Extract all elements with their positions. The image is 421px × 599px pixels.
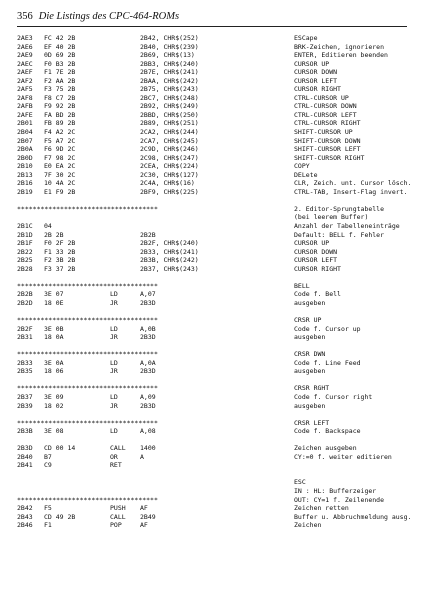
listing-line	[17, 461, 409, 470]
listing-line	[17, 171, 409, 180]
listing-bytes: 0D 69 2B	[44, 51, 76, 60]
listing-bytes: 2B 2B	[44, 230, 64, 239]
listing-operand: A	[140, 452, 144, 461]
listing-line	[17, 68, 409, 77]
listing-bytes: E0 EA 2C	[44, 162, 76, 171]
listing-address: 2AEF	[17, 68, 33, 77]
listing-comment: Zeichen	[294, 521, 322, 530]
listing-bytes: FC 42 2B	[44, 34, 76, 42]
listing-line	[17, 111, 409, 120]
page-header	[17, 11, 407, 25]
listing-line	[17, 359, 409, 368]
listing-opcode: JR	[110, 298, 118, 307]
listing-comment: Zeichen ausgeben	[294, 444, 357, 453]
listing-comment: ausgeben	[294, 333, 326, 342]
listing-line	[17, 51, 409, 60]
listing-opcode: POP	[110, 521, 122, 530]
listing-operand: 2B75, CHR$(243)	[140, 85, 199, 94]
listing-address: 2B01	[17, 119, 33, 128]
listing-bytes: 3E 09	[44, 392, 64, 401]
listing-line	[17, 478, 409, 487]
listing-address: 2B35	[17, 367, 33, 376]
listing-line	[17, 43, 409, 52]
listing-line	[17, 290, 409, 299]
listing-line	[17, 162, 409, 171]
listing-bytes: F7 98 2C	[44, 153, 76, 162]
listing-address: ************************************	[17, 350, 158, 359]
listing-opcode: CALL	[110, 512, 126, 521]
listing-line	[17, 512, 412, 522]
listing-line	[17, 504, 409, 513]
listing-comment: ausgeben	[294, 401, 326, 410]
listing-operand: A,07	[140, 290, 156, 299]
listing-operand: 2B3B, CHR$(242)	[140, 256, 199, 265]
listing-line	[17, 350, 409, 359]
listing-bytes: F4 A2 2C	[44, 128, 76, 137]
listing-line	[17, 410, 409, 419]
listing-comment: Code f. Backspace	[294, 427, 361, 436]
listing-comment: CRSR DWN	[294, 350, 326, 359]
listing-bytes: F1 33 2B	[44, 247, 76, 256]
listing-comment: CTRL-TAB, Insert-Flag invert.	[294, 187, 408, 196]
listing-comment: CTRL-CURSOR DOWN	[294, 102, 357, 111]
listing-bytes: B7	[44, 452, 52, 461]
listing-operand: 2B33, CHR$(241)	[140, 247, 199, 256]
listing-bytes: 7F 30 2C	[44, 170, 76, 179]
listing-line	[17, 325, 409, 334]
listing-operand: 2B69, CHR$(13)	[140, 51, 195, 60]
listing-operand: 2B40, CHR$(239)	[140, 42, 199, 51]
listing-comment: BELL	[294, 281, 310, 290]
listing-comment: ESCape	[294, 34, 318, 42]
listing-operand: AF	[140, 521, 148, 530]
listing-bytes: 18 0E	[44, 298, 64, 307]
listing-address: 2B07	[17, 136, 33, 145]
listing-address: 2B3B	[17, 427, 33, 436]
listing-comment: CRSR RGHT	[294, 384, 330, 393]
listing-comment: IN : HL: Bufferzeiger	[294, 486, 377, 495]
listing-comment: BRK-Zeichen, ignorieren	[294, 42, 385, 51]
listing-operand: 2C4A, CHR$(16)	[140, 179, 195, 188]
listing-opcode: LD	[110, 358, 118, 367]
listing-line	[17, 34, 409, 43]
listing-line	[17, 137, 409, 146]
listing-comment: CLR, Zeich. unt. Cursor lösch.	[294, 179, 412, 188]
listing-bytes: 3E 08	[44, 427, 64, 436]
listing-comment: Code f. Cursor right	[294, 392, 373, 401]
listing-operand: 2B3D	[140, 367, 156, 376]
listing-line	[17, 205, 409, 214]
listing-bytes: E1 F9 2B	[44, 187, 76, 196]
listing-address: 2AFB	[17, 102, 33, 111]
listing-line	[17, 102, 409, 111]
listing-comment: CY:=0 f. weiter editieren	[294, 452, 392, 461]
listing-bytes: F9 92 2B	[44, 102, 76, 111]
listing-operand: 2C98, CHR$(247)	[140, 153, 199, 162]
listing-bytes: 18 0A	[44, 333, 64, 342]
listing-bytes: F5 A7 2C	[44, 136, 76, 145]
listing-line	[17, 248, 409, 257]
listing-address: 2B40	[17, 452, 33, 461]
listing-address: 2B37	[17, 392, 33, 401]
listing-operand: 2CA2, CHR$(244)	[140, 128, 199, 137]
listing-address: ************************************	[17, 418, 158, 427]
listing-bytes: FB 89 2B	[44, 119, 76, 128]
listing-bytes: F5	[44, 504, 52, 513]
listing-comment: Code f. Bell	[294, 290, 341, 299]
listing-operand: AF	[140, 504, 148, 513]
listing-address: 2B46	[17, 521, 33, 530]
listing-comment: COPY	[294, 162, 310, 171]
listing-line	[17, 427, 409, 436]
listing-opcode: OR	[110, 452, 118, 461]
listing-comment: ausgeben	[294, 298, 326, 307]
listing-operand: A,09	[140, 392, 156, 401]
listing-line	[17, 119, 409, 128]
listing-address: 2B2D	[17, 298, 33, 307]
listing-operand: A,08	[140, 427, 156, 436]
listing-address: 2B42	[17, 504, 33, 513]
listing-address: 2B0D	[17, 153, 33, 162]
listing-address: ************************************	[17, 384, 158, 393]
listing-line	[17, 128, 409, 137]
listing-line	[17, 196, 409, 205]
listing-operand: 2B3D	[140, 333, 156, 342]
listing-address: 2B41	[17, 461, 33, 470]
listing-line	[17, 496, 409, 505]
listing-opcode: LD	[110, 290, 118, 299]
listing-comment: DELete	[294, 170, 318, 179]
listing-bytes: EF 40 2B	[44, 42, 76, 51]
listing-comment: CURSOR DOWN	[294, 68, 338, 77]
listing-operand: 2BAA, CHR$(242)	[140, 76, 199, 85]
listing-bytes: 04	[44, 222, 52, 231]
listing-bytes: F1 7E 2B	[44, 68, 76, 77]
listing-comment: Zeichen retten	[294, 504, 349, 513]
listing-address: 2B10	[17, 162, 33, 171]
listing-bytes: CD 49 2B	[44, 512, 76, 521]
listing-line	[17, 231, 409, 240]
listing-operand: 2B49	[140, 512, 156, 521]
listing-operand: 2B37, CHR$(243)	[140, 264, 199, 273]
listing-line	[17, 308, 409, 317]
listing-address: 2B22	[17, 247, 33, 256]
listing-address: ************************************	[17, 495, 158, 504]
listing-opcode: CALL	[110, 444, 126, 453]
listing-address: 2B43	[17, 512, 33, 521]
listing-address: 2B1F	[17, 239, 33, 248]
listing-line	[17, 179, 412, 188]
listing-line	[17, 222, 409, 231]
listing-line	[17, 436, 409, 445]
listing-comment: SHIFT-CURSOR LEFT	[294, 145, 361, 154]
listing-comment: CURSOR RIGHT	[294, 264, 341, 273]
listing-operand: 2BB3, CHR$(240)	[140, 59, 199, 68]
assembly-listing	[17, 34, 412, 530]
listing-comment: CRSR LEFT	[294, 418, 330, 427]
listing-line	[17, 145, 409, 154]
page-title: Die Listings des CPC-464-ROMs	[38, 11, 180, 22]
listing-comment: (bei leerem Buffer)	[294, 213, 369, 222]
listing-bytes: F3 37 2B	[44, 264, 76, 273]
listing-comment: Code f. Cursor up	[294, 324, 361, 333]
listing-opcode: JR	[110, 367, 118, 376]
listing-line	[17, 60, 409, 69]
listing-line	[17, 333, 409, 342]
listing-operand: 1400	[140, 444, 156, 453]
listing-line	[17, 367, 409, 376]
listing-bytes: F0 B3 2B	[44, 59, 76, 68]
listing-address: 2AEC	[17, 59, 33, 68]
listing-comment: Code f. Line Feed	[294, 358, 361, 367]
listing-opcode: RET	[110, 461, 122, 470]
listing-address: 2B04	[17, 128, 33, 137]
listing-operand: 2C9D, CHR$(246)	[140, 145, 199, 154]
listing-bytes: F6 9D 2C	[44, 145, 76, 154]
listing-line	[17, 384, 409, 393]
listing-line	[17, 521, 409, 530]
listing-comment: Default: BELL f. Fehler	[294, 230, 385, 239]
listing-bytes: F0 2F 2B	[44, 239, 76, 248]
listing-line	[17, 487, 409, 496]
listing-operand: 2CA7, CHR$(245)	[140, 136, 199, 145]
listing-operand: 2BC7, CHR$(248)	[140, 93, 199, 102]
listing-line	[17, 393, 409, 402]
listing-line	[17, 453, 409, 462]
listing-operand: 2B2F, CHR$(240)	[140, 239, 199, 248]
listing-operand: 2CEA, CHR$(224)	[140, 162, 199, 171]
listing-bytes: FA BD 2B	[44, 110, 76, 119]
listing-address: 2B31	[17, 333, 33, 342]
listing-operand: 2B3D	[140, 401, 156, 410]
listing-operand: 2BBD, CHR$(250)	[140, 110, 199, 119]
listing-comment: ESC	[294, 478, 306, 487]
listing-address: 2B1C	[17, 222, 33, 231]
listing-opcode: JR	[110, 333, 118, 342]
listing-operand: 2B42, CHR$(252)	[140, 34, 199, 42]
listing-comment: Anzahl der Tabelleneinträge	[294, 222, 400, 231]
listing-line	[17, 470, 409, 479]
listing-operand: 2B7E, CHR$(241)	[140, 68, 199, 77]
listing-operand: 2BF9, CHR$(225)	[140, 187, 199, 196]
listing-address: 2AE9	[17, 51, 33, 60]
listing-comment: CURSOR UP	[294, 59, 330, 68]
listing-address: ************************************	[17, 281, 158, 290]
listing-bytes: C9	[44, 461, 52, 470]
listing-comment: ENTER, Editieren beenden	[294, 51, 388, 60]
listing-opcode: PUSH	[110, 504, 126, 513]
listing-comment: CURSOR RIGHT	[294, 85, 341, 94]
listing-comment: 2. Editor-Sprungtabelle	[294, 204, 385, 213]
listing-line	[17, 342, 409, 351]
listing-bytes: CD 00 14	[44, 444, 76, 453]
listing-comment: CURSOR LEFT	[294, 76, 338, 85]
listing-operand: A,0B	[140, 324, 156, 333]
listing-line	[17, 94, 409, 103]
listing-bytes: F2 AA 2B	[44, 76, 76, 85]
listing-line	[17, 402, 409, 411]
listing-line	[17, 239, 409, 248]
listing-comment: SHIFT-CURSOR RIGHT	[294, 153, 365, 162]
listing-line	[17, 85, 409, 94]
listing-line	[17, 376, 409, 385]
listing-address: 2AE3	[17, 34, 33, 42]
listing-address: 2B2F	[17, 324, 33, 333]
listing-bytes: 10 4A 2C	[44, 179, 76, 188]
listing-address: 2B33	[17, 358, 33, 367]
listing-line	[17, 419, 409, 428]
listing-operand: 2B92, CHR$(249)	[140, 102, 199, 111]
listing-bytes: 18 02	[44, 401, 64, 410]
listing-operand: 2C30, CHR$(127)	[140, 170, 199, 179]
listing-address: 2B19	[17, 187, 33, 196]
listing-address: ************************************	[17, 316, 158, 325]
listing-opcode: LD	[110, 324, 118, 333]
listing-line	[17, 188, 409, 197]
listing-comment: CURSOR LEFT	[294, 256, 338, 265]
listing-address: 2AF8	[17, 93, 33, 102]
listing-line	[17, 154, 409, 163]
listing-opcode: LD	[110, 392, 118, 401]
listing-address: 2AF2	[17, 76, 33, 85]
listing-comment: SHIFT-CURSOR UP	[294, 128, 353, 137]
listing-line	[17, 256, 409, 265]
listing-comment: CURSOR UP	[294, 239, 330, 248]
listing-line	[17, 273, 409, 282]
listing-comment: Buffer u. Abbruchmeldung ausg.	[294, 512, 412, 521]
listing-line	[17, 444, 409, 453]
listing-comment: OUT: CY=1 f. Zeilenende	[294, 495, 385, 504]
listing-comment: ausgeben	[294, 367, 326, 376]
listing-operand: 2B2B	[140, 230, 156, 239]
listing-address: 2AF5	[17, 85, 33, 94]
listing-bytes: F8 C7 2B	[44, 93, 76, 102]
listing-bytes: 3E 0A	[44, 358, 64, 367]
listing-address: 2B3D	[17, 444, 33, 453]
listing-comment: SHIFT-CURSOR DOWN	[294, 136, 361, 145]
listing-operand: 2B89, CHR$(251)	[140, 119, 199, 128]
listing-line	[17, 316, 409, 325]
listing-line	[17, 213, 409, 222]
listing-address: 2B28	[17, 264, 33, 273]
listing-bytes: F3 75 2B	[44, 85, 76, 94]
listing-bytes: F2 3B 2B	[44, 256, 76, 265]
listing-address: ************************************	[17, 204, 158, 213]
listing-address: 2B0A	[17, 145, 33, 154]
listing-address: 2AFE	[17, 110, 33, 119]
listing-address: 2B39	[17, 401, 33, 410]
listing-opcode: LD	[110, 427, 118, 436]
listing-line	[17, 77, 409, 86]
listing-bytes: F1	[44, 521, 52, 530]
listing-operand: 2B3D	[140, 298, 156, 307]
listing-comment: CURSOR DOWN	[294, 247, 338, 256]
listing-comment: CTRL-CURSOR RIGHT	[294, 119, 361, 128]
listing-address: 2B1D	[17, 230, 33, 239]
listing-address: 2AE6	[17, 42, 33, 51]
header-rule	[17, 26, 407, 27]
listing-line	[17, 299, 409, 308]
listing-comment: CTRL-CURSOR LEFT	[294, 110, 357, 119]
listing-address: 2B13	[17, 170, 33, 179]
listing-line	[17, 282, 409, 291]
listing-comment: CRSR UP	[294, 316, 322, 325]
listing-operand: A,0A	[140, 358, 156, 367]
listing-comment: CTRL-CURSOR UP	[294, 93, 349, 102]
listing-opcode: JR	[110, 401, 118, 410]
listing-bytes: 3E 07	[44, 290, 64, 299]
listing-address: 2B25	[17, 256, 33, 265]
listing-bytes: 3E 0B	[44, 324, 64, 333]
listing-address: 2B2B	[17, 290, 33, 299]
listing-address: 2B16	[17, 179, 33, 188]
page-number: 356	[17, 11, 33, 22]
listing-bytes: 18 06	[44, 367, 64, 376]
listing-line	[17, 265, 409, 274]
